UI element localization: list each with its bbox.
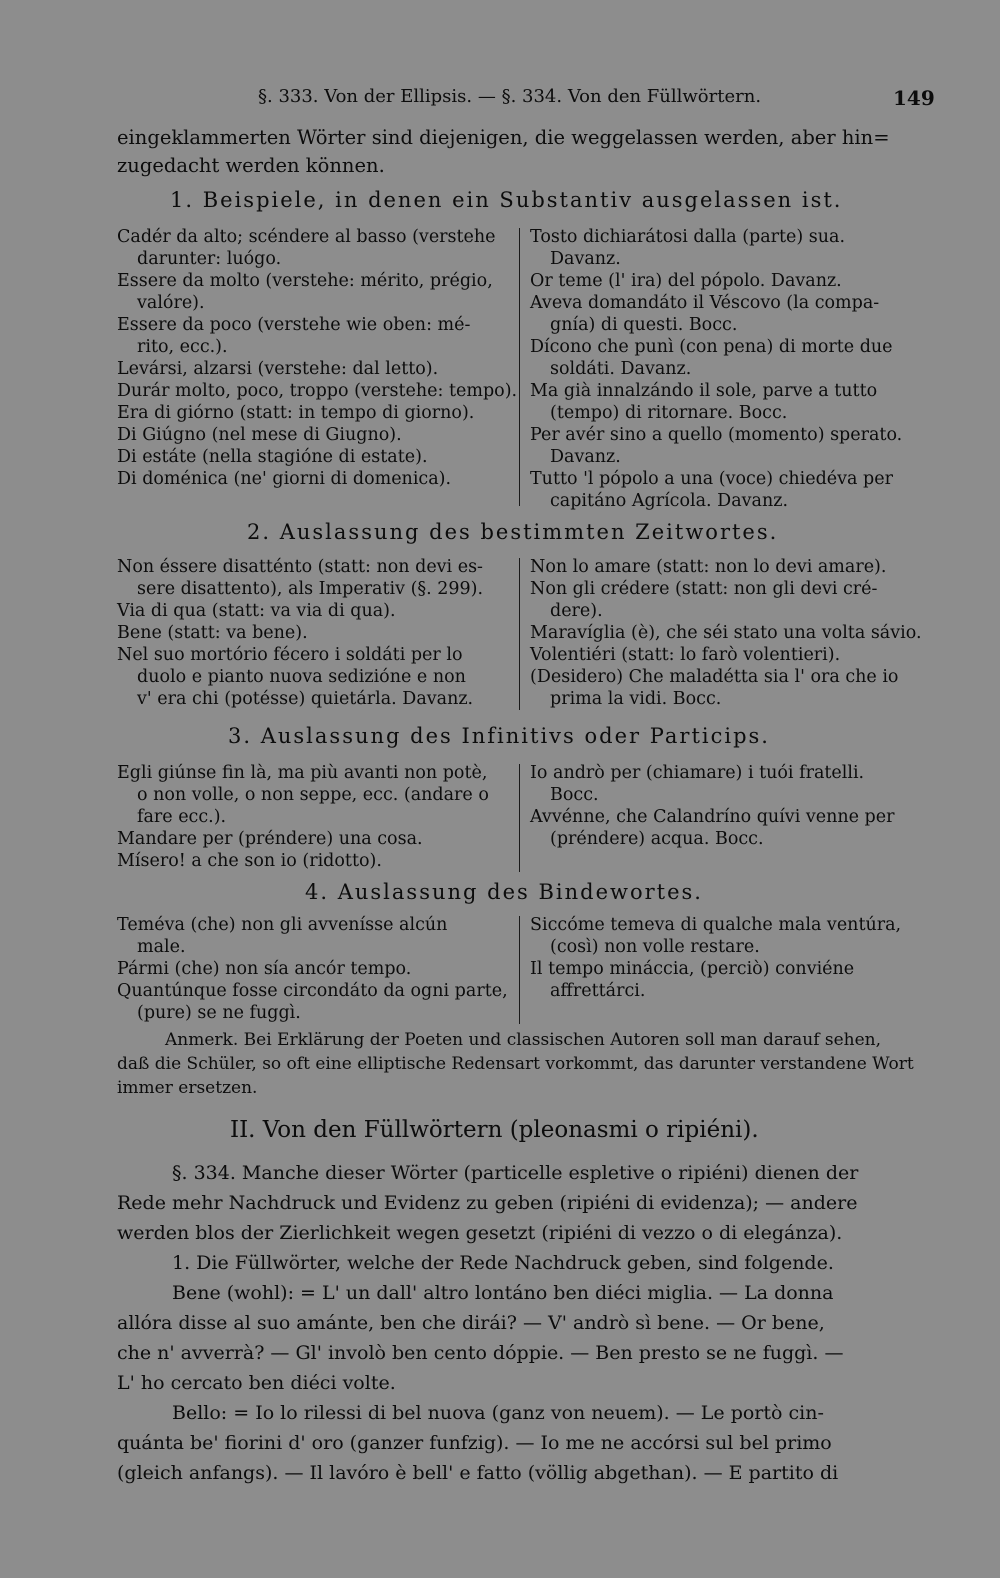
text-line: zugedacht werden können.: [117, 154, 385, 177]
text-line: Il tempo mináccia, (perciò) conviéne: [530, 959, 855, 979]
text-line: Cadér da alto; scéndere al basso (verstehe: [117, 227, 496, 247]
intro-text: [117, 124, 890, 180]
section-2-left-column: [117, 556, 483, 710]
section-1-right-column: [530, 226, 902, 512]
text-line: male.: [137, 937, 186, 957]
text-line: Or teme (l' ira) del pópolo. Davanz.: [530, 271, 842, 291]
text-line: Aveva domandáto il Véscovo (la compa-: [530, 293, 880, 313]
text-line: Bene (wohl): = L' un dall' altro lontáno ben diéci miglia. — La donna: [172, 1282, 834, 1304]
text-line: Non éssere disatténto (statt: non devi es-: [117, 557, 483, 577]
text-line: allóra disse al suo amánte, ben che dirái? — V' andrò sì bene. — Or bene,: [117, 1312, 825, 1334]
section-2-heading: 2. Auslassung des bestimmten Zeitwortes.: [247, 520, 779, 544]
text-line: Bocc.: [550, 785, 599, 805]
text-line: werden blos der Zierlichkeit wegen gesetzt (ripiéni di vezzo o di elegánza).: [117, 1222, 843, 1244]
text-line: §. 334. Manche dieser Wörter (particelle espletive o ripiéni) dienen der: [172, 1162, 859, 1184]
section-1-heading: 1. Beispiele, in denen ein Substantiv ausgelassen ist.: [170, 188, 843, 212]
remark-note: [117, 1028, 914, 1100]
text-line: Mandare per (préndere) una cosa.: [117, 829, 423, 849]
text-line: Dícono che punì (con pena) di morte due: [530, 337, 893, 357]
text-line: darunter: luógo.: [137, 249, 282, 269]
chapter-heading: II. Von den Füllwörtern (pleonasmi o ripiéni).: [230, 1117, 759, 1143]
section-1-left-column: [117, 226, 517, 490]
text-line: prima la vidi. Bocc.: [550, 689, 722, 709]
text-line: daß die Schüler, so oft eine elliptische Redensart vorkommt, das darunter verstandene Wort: [117, 1054, 914, 1074]
section-3-left-column: [117, 762, 489, 872]
text-line: eingeklammerten Wörter sind diejenigen, die weggelassen werden, aber hin=: [117, 126, 890, 149]
text-line: Anmerk. Bei Erklärung der Poeten und classischen Autoren soll man darauf sehen,: [165, 1030, 882, 1050]
column-divider: [519, 228, 520, 506]
text-line: Era di giórno (statt: in tempo di giorno).: [117, 403, 475, 423]
text-line: affrettárci.: [550, 981, 646, 1001]
section-4-heading: 4. Auslassung des Bindewortes.: [305, 880, 703, 904]
text-line: (préndere) acqua. Bocc.: [550, 829, 764, 849]
text-line: fare ecc.).: [137, 807, 227, 827]
text-line: dere).: [550, 601, 603, 621]
text-line: Maravíglia (è), che séi stato una volta sávio.: [530, 623, 922, 643]
text-line: Via di qua (statt: va via di qua).: [117, 601, 396, 621]
text-line: o non volle, o non seppe, ecc. (andare o: [137, 785, 489, 805]
text-line: rito, ecc.).: [137, 337, 228, 357]
text-line: 1. Die Füllwörter, welche der Rede Nachdruck geben, sind folgende.: [172, 1252, 834, 1274]
text-line: Io andrò per (chiamare) i tuói fratelli.: [530, 763, 865, 783]
text-line: Non lo amare (statt: non lo devi amare).: [530, 557, 887, 577]
section-2-right-column: [530, 556, 922, 710]
text-line: sere disattento), als Imperativ (§. 299).: [137, 579, 484, 599]
text-line: Durár molto, poco, troppo (verstehe: tempo).: [117, 381, 518, 401]
text-line: Di estáte (nella stagióne di estate).: [117, 447, 428, 467]
page-number: 149: [893, 86, 935, 110]
text-line: immer ersetzen.: [117, 1078, 258, 1098]
text-line: Teméva (che) non gli avvenísse alcún: [117, 915, 448, 935]
text-line: (Desidero) Che maladétta sia l' ora che io: [530, 667, 899, 687]
text-line: (gleich anfangs). — Il lavóro è bell' e fatto (völlig abgethan). — E partito di: [117, 1462, 839, 1484]
text-line: (così) non volle restare.: [550, 937, 760, 957]
text-line: Davanz.: [550, 249, 621, 269]
text-line: Di doménica (ne' giorni di domenica).: [117, 469, 452, 489]
text-line: gnía) di questi. Bocc.: [550, 315, 738, 335]
section-2-paragraph: [117, 1158, 858, 1488]
text-line: capitáno Agrícola. Davanz.: [550, 491, 789, 511]
column-divider: [519, 558, 520, 710]
section-4-left-column: [117, 914, 508, 1024]
section-3-right-column: [530, 762, 894, 850]
text-line: duolo e pianto nuova sedizióne e non: [137, 667, 466, 687]
text-line: valóre).: [137, 293, 205, 313]
text-line: Essere da molto (verstehe: mérito, prégio,: [117, 271, 493, 291]
text-line: Volentiéri (statt: lo farò volentieri).: [530, 645, 841, 665]
text-line: Bene (statt: va bene).: [117, 623, 308, 643]
text-line: (pure) se ne fuggì.: [137, 1003, 301, 1023]
header-title: §. 333. Von der Ellipsis. — §. 334. Von den Füllwörtern.: [258, 86, 762, 107]
text-line: Essere da poco (verstehe wie oben: mé-: [117, 315, 471, 335]
text-line: Tosto dichiarátosi dalla (parte) sua.: [530, 227, 846, 247]
text-line: Pármi (che) non sía ancór tempo.: [117, 959, 412, 979]
text-line: Davanz.: [550, 447, 621, 467]
text-line: Nel suo mortório fécero i soldáti per lo: [117, 645, 463, 665]
text-line: soldáti. Davanz.: [550, 359, 692, 379]
column-divider: [519, 764, 520, 872]
text-line: Non gli crédere (statt: non gli devi cré-: [530, 579, 878, 599]
text-line: Ma già innalzándo il sole, parve a tutto: [530, 381, 878, 401]
text-line: Levársi, alzarsi (verstehe: dal letto).: [117, 359, 439, 379]
text-line: Rede mehr Nachdruck und Evidenz zu geben (ripiéni di evidenza); — andere: [117, 1192, 858, 1214]
text-line: Mísero! a che son io (ridotto).: [117, 851, 382, 871]
text-line: che n' avverrà? — Gl' involò ben cento dóppie. — Ben presto se ne fuggì. —: [117, 1342, 844, 1364]
text-line: Siccóme temeva di qualche mala ventúra,: [530, 915, 902, 935]
section-4-right-column: [530, 914, 901, 1002]
column-divider: [519, 916, 520, 1024]
text-line: Egli giúnse fin là, ma più avanti non potè,: [117, 763, 488, 783]
text-line: v' era chi (potésse) quietárla. Davanz.: [137, 689, 474, 709]
text-line: Di Giúgno (nel mese di Giugno).: [117, 425, 402, 445]
text-line: Bello: = Io lo rilessi di bel nuova (ganz von neuem). — Le portò cin-: [172, 1402, 824, 1424]
text-line: Avvénne, che Calandríno quívi venne per: [530, 807, 895, 827]
text-line: quánta be' fiorini d' oro (ganzer funfzig). — Io me ne accórsi sul bel primo: [117, 1432, 832, 1454]
text-line: L' ho cercato ben diéci volte.: [117, 1372, 396, 1394]
text-line: Quantúnque fosse circondáto da ogni parte,: [117, 981, 508, 1001]
text-line: Tutto 'l pópolo a una (voce) chiedéva per: [530, 469, 893, 489]
section-3-heading: 3. Auslassung des Infinitivs oder Particips.: [228, 724, 770, 748]
text-line: Per avér sino a quello (momento) sperato.: [530, 425, 903, 445]
text-line: (tempo) di ritornare. Bocc.: [550, 403, 788, 423]
